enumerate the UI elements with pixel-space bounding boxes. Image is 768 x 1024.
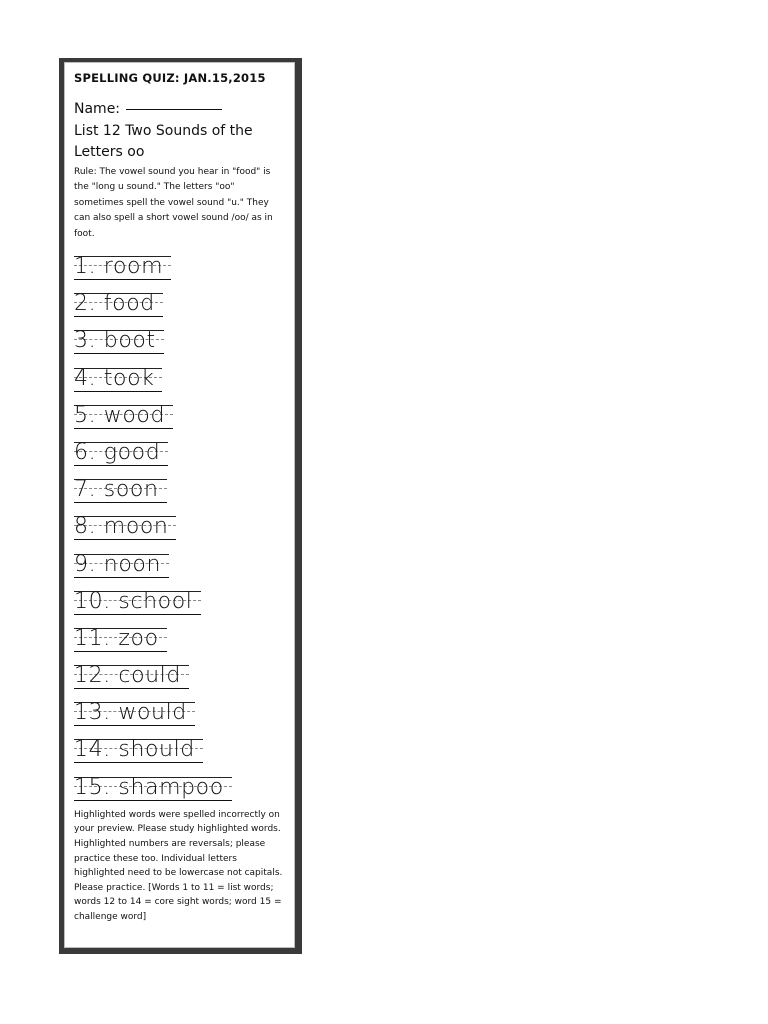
word-row (74, 403, 286, 440)
quiz-title: SPELLING QUIZ: JAN.15,2015 (74, 71, 266, 85)
spelling-word: 4. took (74, 365, 155, 391)
word-row (74, 440, 286, 477)
word-row (74, 291, 286, 328)
teacher-note: Highlighted words were spelled incorrectly on your preview. Please study highlighted words. Highlighted numbers are reversals; please practice these too. Individual letters highlighted need to be lowercase not capitals. Please practice. [Words 1 to 11 = list words; words 12 to 14 = core sight words; word 15 = challenge word] (74, 809, 283, 922)
spelling-word: 13. would (74, 700, 187, 726)
word-row (74, 328, 286, 365)
word-row (74, 254, 286, 291)
name-field (74, 101, 286, 117)
name-label: Name: (74, 101, 121, 117)
quiz-sheet-frame (59, 58, 302, 954)
word-row (74, 775, 286, 812)
word-row (74, 552, 286, 589)
name-blank-line (126, 109, 222, 110)
spelling-word: 8. moon (74, 514, 169, 540)
rule-text: Rule: The vowel sound you hear in "food" is the "long u sound." The letters "oo" sometimes spell the vowel sound "u." They can also spell a short vowel sound /oo/ as in foot. (74, 167, 273, 239)
spelling-word: 12. could (74, 663, 181, 689)
spelling-word: 14. should (74, 737, 195, 763)
spelling-word: 5. wood (74, 402, 166, 428)
word-row (74, 700, 286, 737)
word-row (74, 663, 286, 700)
quiz-sheet (64, 62, 295, 948)
spelling-word: 11. zoo (74, 625, 159, 651)
spelling-word: 10. school (74, 588, 193, 614)
word-row (74, 366, 286, 403)
spelling-word: 9. noon (74, 551, 161, 577)
spelling-word: 2. food (74, 291, 155, 317)
list-title: List 12 Two Sounds of the Letters oo (74, 123, 253, 160)
spelling-word: 6. good (74, 439, 161, 465)
word-row (74, 737, 286, 774)
word-row (74, 589, 286, 626)
spelling-word: 1. room (74, 254, 164, 280)
word-row (74, 514, 286, 551)
spelling-word: 7. soon (74, 477, 159, 503)
word-row (74, 626, 286, 663)
spelling-word: 15. shampoo (74, 774, 224, 800)
spelling-word: 3. boot (74, 328, 156, 354)
word-row (74, 477, 286, 514)
word-list (74, 254, 286, 812)
